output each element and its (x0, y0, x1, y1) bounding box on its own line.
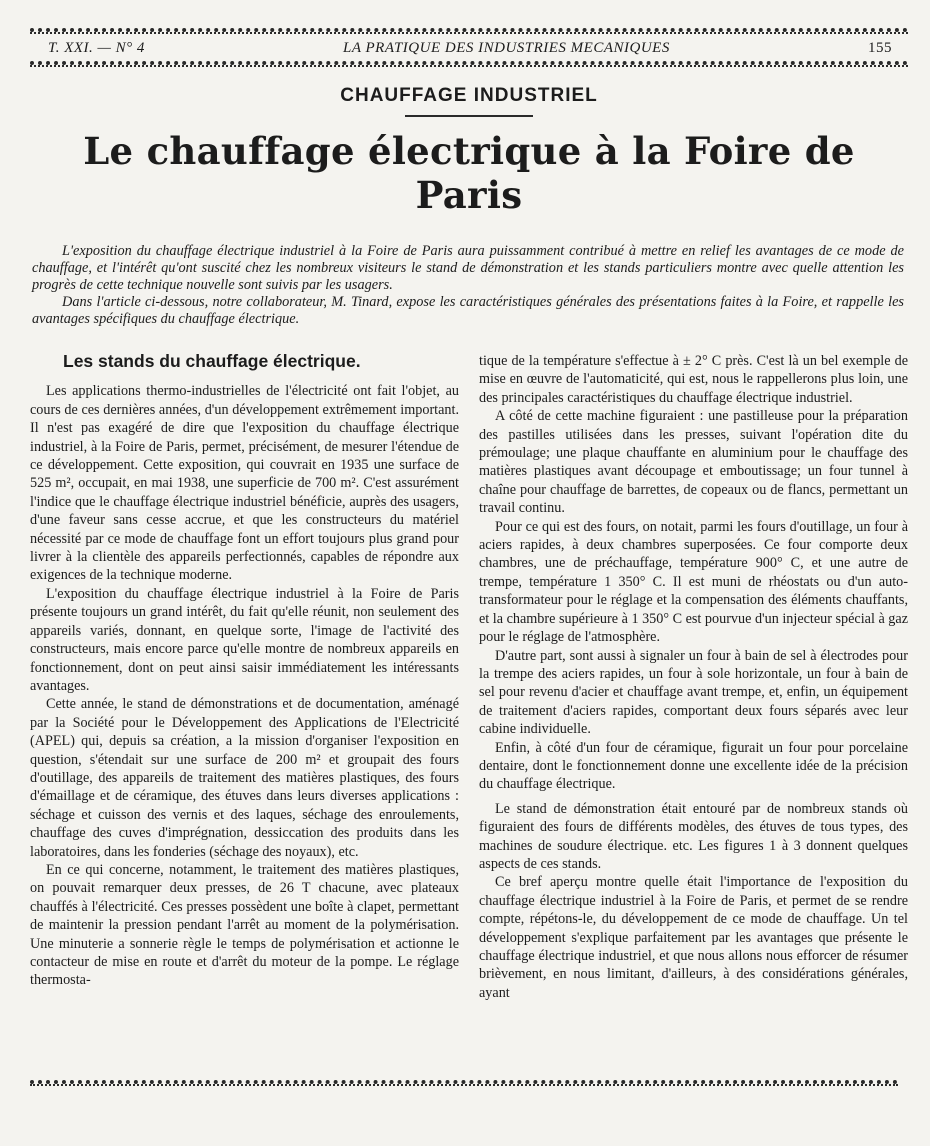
body-paragraph: Pour ce qui est des fours, on notait, parmi les fours d'outillage, un four à aciers rapides, à deux chambres superposées. Ce four comporte deux chambres, une de préchauffage, température 900° C, et une autre de trempe, température 1 350° C. Il est muni de rhéostats ou d'un auto-transformateur pour le réglage et la compensation des éléments chauffants, et la chambre supérieure à 1 350° C est pourvue d'un injecteur spécial à gaz pour le réglage de l'atmosphère. (479, 518, 908, 646)
body-paragraph: A côté de cette machine figuraient : une pastilleuse pour la préparation des pastilles utilisées dans les presses, suivant l'opération dite du prémoulage; une plaque chauffante en aluminium pour le chauffage des matières plastiques avant découpage et emboutissage; un four tunnel à chaîne pour chauffage de barrettes, de copeaux ou de flancs, permettant un travail continu. (479, 408, 908, 517)
bottom-dotted-rule (30, 1080, 898, 1086)
body-paragraph: En ce qui concerne, notamment, le traitement des matières plastiques, on pouvait remarquer deux presses, de 26 T chacune, avec plateaux chauffés à l'électricité. Ces presses possèdent une boîte à clapet, permettant de maintenir la pression pendant l'arrêt au moment de la polymérisation. Une minuterie a sonnerie règle le temps de polymérisation et actionne le contacteur de mise en route et d'arrêt du moteur de la pompe. Le réglage thermosta- (30, 861, 459, 989)
body-paragraph: Les applications thermo-industrielles de l'électricité ont fait l'objet, au cours de ces dernières années, d'un développement extrêmement important. Il n'est pas exagéré de dire que l'exposition du chauffage électrique industriel, à la Foire de Paris, permet, précisément, de mesurer l'étendue de ce développement. Cette exposition, qui couvrait en 1935 une surface de 525 m², occupait, en mai 1938, une superficie de 700 m². C'est assurément l'indice que le chauffage électrique industriel bénéficie, auprès des usagers, d'une faveur sans cesse accrue, et que les constructeurs du matériel nécessité par ce mode de chauffage font un effort toujours plus grand pour livrer à la clientèle des appareils perfectionnés, capables de répondre aux exigences de la technique moderne. (30, 383, 459, 584)
page (30, 28, 908, 1002)
lead-paragraph: Dans l'article ci-dessous, notre collaborateur, M. Tinard, expose les caractéristiques générales des présentations faites à la Foire, et rappelle les avantages spécifiques du chauffage électrique. (32, 294, 904, 327)
volume-number: T. XXI. — N° 4 (48, 40, 145, 56)
lead-abstract (32, 243, 908, 328)
header-dotted-rule (30, 61, 908, 67)
journal-title: LA PRATIQUE DES INDUSTRIES MECANIQUES (343, 40, 670, 56)
article-title: Le chauffage électrique à la Foire de Paris (83, 129, 855, 217)
running-header (30, 34, 908, 61)
body-paragraph: tique de la température s'effectue à ± 2° C près. C'est là un bel exemple de mise en œuvre de l'automaticité, qui est, nous le rappellerons plus loin, une des principales caractéristiques du chauffage électrique industriel. (479, 353, 908, 406)
body-paragraph: Enfin, à côté d'un four de céramique, figurait un four pour porcelaine dentaire, dont le fonctionnement donne une excellente idée de la précision du chauffage électrique. (479, 739, 908, 793)
right-column (479, 352, 908, 1002)
body-paragraph: Ce bref aperçu montre quelle était l'importance de l'exposition du chauffage électrique industriel à la Foire de Paris, et permet de se rendre compte, répétons-le, du développement de ce mode de chauffage. Un tel développement s'explique parfaitement par les avantages que présente le chauffage électrique industriel, et que nous allons nous efforcer de résumer brièvement, en nous limitant, d'ailleurs, à des considérations générales, ayant (479, 874, 908, 1001)
body-paragraph: Le stand de démonstration était entouré par de nombreux stands où figuraient des fours de différents modèles, des étuves de tous types, des machines de soudure électrique. etc. Les figures 1 à 3 donnent quelques aspects de ces stands. (479, 800, 908, 872)
section-underline (405, 115, 533, 117)
subheading: Les stands du chauffage électrique. (63, 351, 361, 371)
body-paragraph: L'exposition du chauffage électrique industriel à la Foire de Paris présente toujours un grand intérêt, du fait qu'elle réunit, non seulement des appareils variés, donnant, en quelque sorte, l'image de l'activité des constructeurs, mais encore parce qu'elle montre de nombreux appareils en fonctionnement, dont on peut ainsi saisir immédiatement les intéressants avantages. (30, 585, 459, 694)
body-columns (30, 352, 908, 1002)
body-paragraph: D'autre part, sont aussi à signaler un four à bain de sel à électrodes pour la trempe des aciers rapides, un four à sole horizontale, un four à bain de sel pour revenu d'acier et chauffage avant trempe, et, enfin, un équipement de traitement d'aciers rapides, comportant deux fours séparés avec leur cabine individuelle. (479, 647, 908, 738)
section-heading: CHAUFFAGE INDUSTRIEL (340, 85, 598, 106)
body-paragraph: Cette année, le stand de démonstrations et de documentation, aménagé par la Société pour le Développement des Applications de l'Electricité (APEL) qui, depuis sa création, a la mission d'organiser l'exposition en question, s'étendait sur une surface de 200 m² et groupait des fours d'outillage, des appareils de traitement des matières plastiques, des fours d'émaillage et de céramique, des étuves dans leurs diverses applications : séchage et cuisson des vernis et des laques, séchage des enroulements, chauffage des cuves d'imprégnation, dessiccation des produits dans les laboratoires, dans les fonderies (séchage des noyaux), etc. (30, 696, 459, 860)
page-number: 155 (867, 40, 892, 56)
left-column (30, 352, 459, 1002)
lead-paragraph: L'exposition du chauffage électrique industriel à la Foire de Paris aura puissamment contribué à mettre en relief les avantages de ce mode de chauffage, et l'intérêt qu'ont suscité chez les nombreux visiteurs le stand de démonstration et les stands particuliers montre avec quelle attention les progrès de cette technique nouvelle sont suivis par les usagers. (32, 243, 904, 293)
